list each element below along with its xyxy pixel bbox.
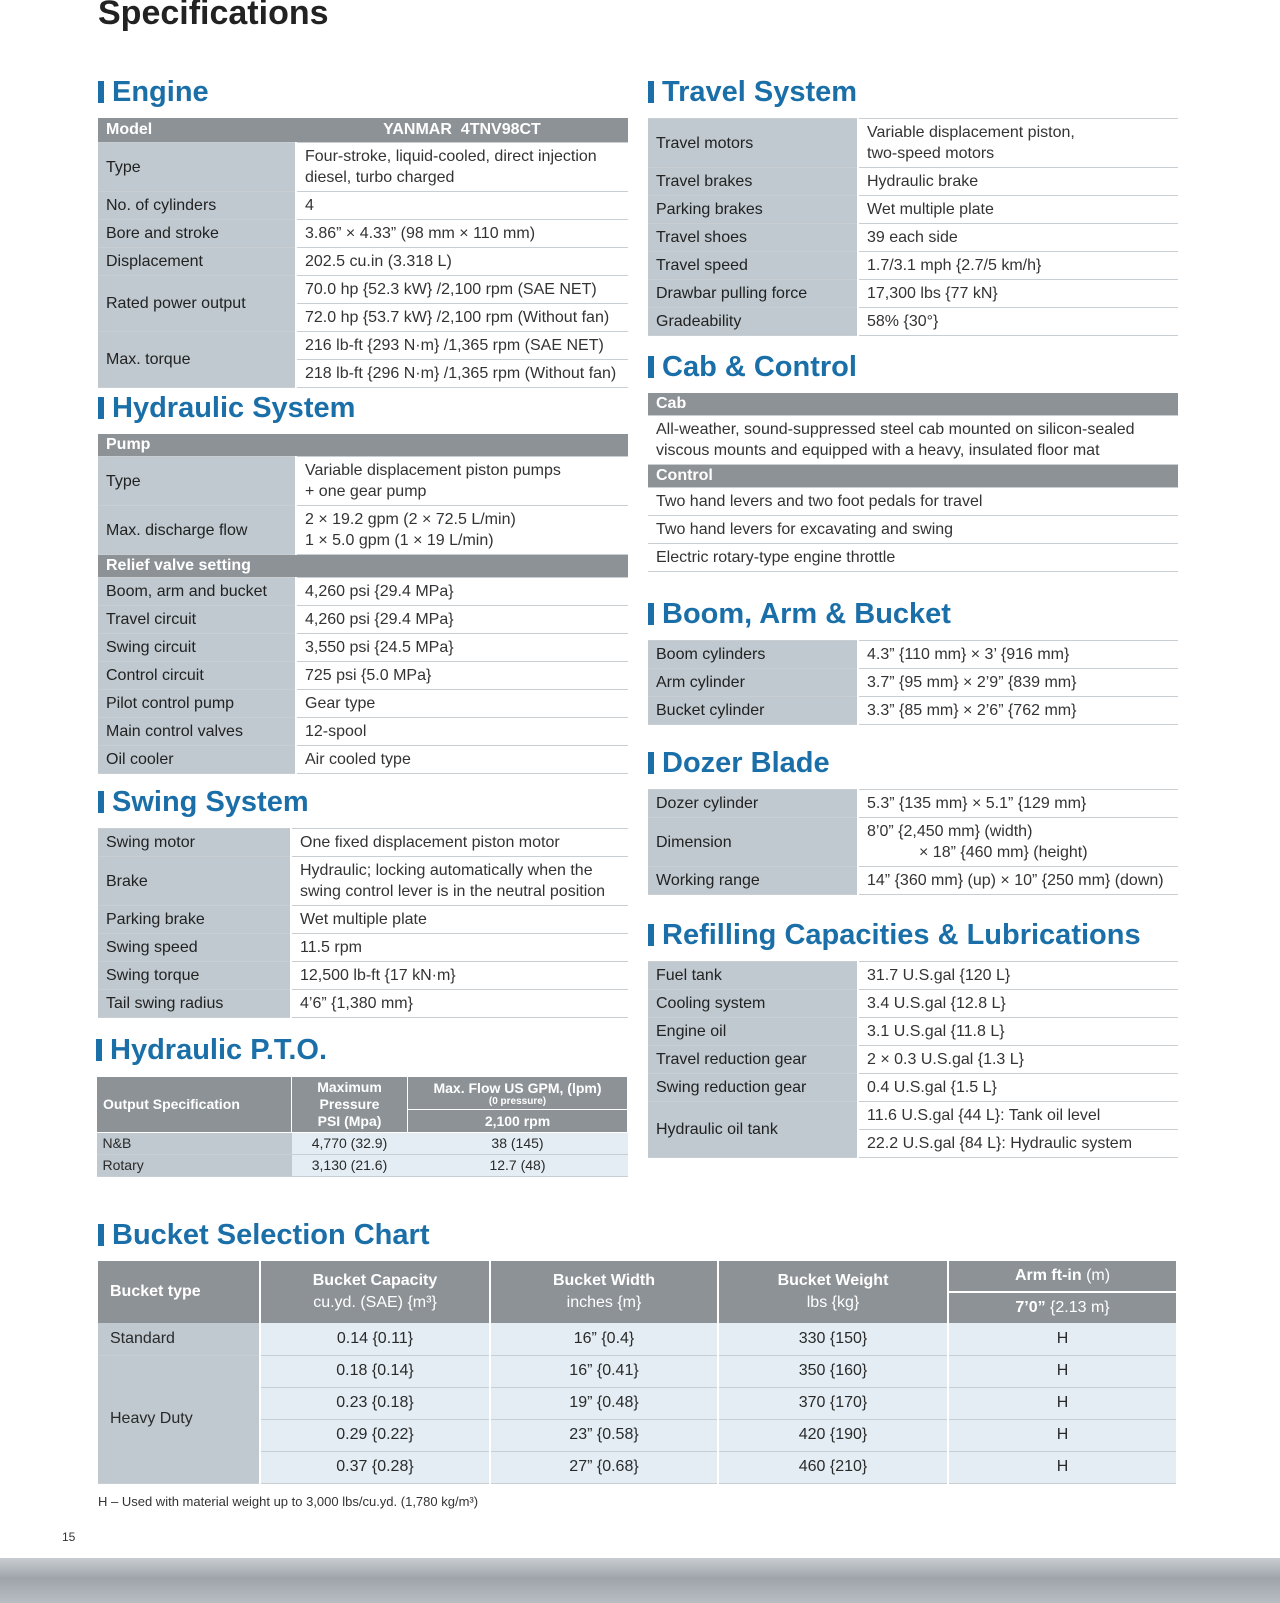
bucket-arm: H xyxy=(948,1451,1177,1483)
pto-rpm-header: 2,100 rpm xyxy=(408,1110,628,1133)
row-value: 72.0 hp {53.7 kW} /2,100 rpm (Without fan) xyxy=(296,304,628,332)
table-row xyxy=(648,168,1178,196)
travel-title: Travel System xyxy=(662,75,858,108)
table-row xyxy=(98,220,628,248)
row-label: Max. discharge flow xyxy=(98,506,296,555)
row-label: Parking brake xyxy=(98,906,291,934)
cab-table xyxy=(648,393,1178,572)
row-value: 3.3” {85 mm} × 2’6” {762 mm} xyxy=(858,697,1178,725)
row-label: Travel brakes xyxy=(648,168,858,196)
row-value: 3,550 psi {24.5 MPa} xyxy=(296,634,628,662)
row-value: 216 lb-ft {293 N·m} /1,365 rpm (SAE NET) xyxy=(296,332,628,360)
row-label: Type xyxy=(98,457,296,506)
bucket-type-header: Bucket type xyxy=(98,1261,260,1323)
heading-bar-icon xyxy=(98,1224,104,1246)
row-value: 2 × 0.3 U.S.gal {1.3 L} xyxy=(858,1046,1178,1074)
table-row xyxy=(648,1102,1178,1130)
row-value: 2 × 19.2 gpm (2 × 72.5 L/min) 1 × 5.0 gpm (1 × 19 L/min) xyxy=(296,506,628,555)
row-value: 5.3” {135 mm} × 5.1” {129 mm} xyxy=(858,790,1178,818)
cab-title: Cab & Control xyxy=(662,350,857,383)
row-label: Swing torque xyxy=(98,962,291,990)
bucket-capacity: 0.29 {0.22} xyxy=(260,1419,490,1451)
refill-title: Refilling Capacities & Lubrications xyxy=(662,918,1141,951)
pto-heading xyxy=(96,1030,628,1070)
engine-model-row xyxy=(98,118,628,143)
bucket-capacity: 0.14 {0.11} xyxy=(260,1323,490,1355)
row-label: Max. torque xyxy=(98,332,296,388)
row-label: Travel circuit xyxy=(98,606,296,634)
row-label: Swing speed xyxy=(98,934,291,962)
row-value: 17,300 lbs {77 kN} xyxy=(858,280,1178,308)
row-value: 0.4 U.S.gal {1.5 L} xyxy=(858,1074,1178,1102)
table-row xyxy=(648,818,1178,867)
row-value: 4,770 (32.9) xyxy=(292,1133,408,1155)
pto-flow-header: Max. Flow US GPM, (lpm) (0 pressure) xyxy=(408,1077,628,1110)
travel-heading xyxy=(648,72,1178,112)
table-row xyxy=(98,143,628,192)
heading-bar-icon xyxy=(98,397,104,419)
row-label: Gradeability xyxy=(648,308,858,336)
row-label: Travel motors xyxy=(648,119,858,168)
table-row xyxy=(98,606,628,634)
hydraulic-table xyxy=(98,434,628,774)
control-item: Two hand levers and two foot pedals for travel xyxy=(648,488,1178,516)
bucket-width: 27” {0.68} xyxy=(490,1451,718,1483)
row-value: 3.1 U.S.gal {11.8 L} xyxy=(858,1018,1178,1046)
row-value: 8’0” {2,450 mm} (width) × 18” {460 mm} (height) xyxy=(858,818,1178,867)
table-row xyxy=(97,1133,628,1155)
row-value: 725 psi {5.0 MPa} xyxy=(296,662,628,690)
hydraulic-heading xyxy=(98,388,628,428)
pto-pressure-header: Maximum Pressure PSI (Mpa) xyxy=(292,1077,408,1133)
heading-bar-icon xyxy=(648,81,654,103)
table-row xyxy=(98,1387,1177,1419)
control-item: Two hand levers for excavating and swing xyxy=(648,516,1178,544)
bucket-type-standard: Standard xyxy=(98,1323,260,1355)
table-row xyxy=(98,857,628,906)
model-label: Model xyxy=(98,118,296,143)
bucket-arm: H xyxy=(948,1419,1177,1451)
control-label: Control xyxy=(648,465,1178,488)
row-value: 3,130 (21.6) xyxy=(292,1155,408,1177)
row-value: 3.86” × 4.33” (98 mm × 110 mm) xyxy=(296,220,628,248)
dozer-title: Dozer Blade xyxy=(662,746,830,779)
row-label: Parking brakes xyxy=(648,196,858,224)
pump-header xyxy=(98,434,628,457)
boom-table xyxy=(648,640,1178,725)
row-label: Type xyxy=(98,143,296,192)
row-label: Drawbar pulling force xyxy=(648,280,858,308)
row-value: 11.6 U.S.gal {44 L}: Tank oil level xyxy=(858,1102,1178,1130)
row-value: 4,260 psi {29.4 MPa} xyxy=(296,578,628,606)
row-label: Swing motor xyxy=(98,829,291,857)
table-row xyxy=(648,488,1178,516)
table-row xyxy=(98,906,628,934)
row-label: Dozer cylinder xyxy=(648,790,858,818)
bucket-arm: H xyxy=(948,1323,1177,1355)
cab-section xyxy=(648,347,1178,572)
row-value: Wet multiple plate xyxy=(291,906,628,934)
bucket-weight: 370 {170} xyxy=(718,1387,948,1419)
dozer-heading xyxy=(648,743,1178,783)
row-value: Four-stroke, liquid-cooled, direct injection diesel, turbo charged xyxy=(296,143,628,192)
cab-heading xyxy=(648,347,1178,387)
refill-table xyxy=(648,961,1178,1158)
table-row xyxy=(98,746,628,774)
row-label: Arm cylinder xyxy=(648,669,858,697)
bucket-chart-section xyxy=(98,1215,1178,1484)
heading-bar-icon xyxy=(648,356,654,378)
table-row xyxy=(98,962,628,990)
row-label: Displacement xyxy=(98,248,296,276)
row-label: Working range xyxy=(648,867,858,895)
footnote: H – Used with material weight up to 3,000 lbs/cu.yd. (1,780 kg/m³) xyxy=(98,1494,479,1509)
relief-header xyxy=(98,555,628,578)
row-label: Brake xyxy=(98,857,291,906)
table-row xyxy=(648,1074,1178,1102)
table-row xyxy=(98,192,628,220)
table-row xyxy=(648,1046,1178,1074)
row-label: Swing circuit xyxy=(98,634,296,662)
row-value: 202.5 cu.in (3.318 L) xyxy=(296,248,628,276)
refill-section xyxy=(648,915,1178,1158)
table-row xyxy=(648,641,1178,669)
row-value: Hydraulic brake xyxy=(858,168,1178,196)
row-label: No. of cylinders xyxy=(98,192,296,220)
engine-heading xyxy=(98,72,628,112)
heading-bar-icon xyxy=(648,752,654,774)
table-row xyxy=(98,662,628,690)
table-row xyxy=(98,248,628,276)
dozer-section xyxy=(648,743,1178,895)
row-label: Boom, arm and bucket xyxy=(98,578,296,606)
footer-band xyxy=(0,1558,1280,1603)
row-value: 4,260 psi {29.4 MPa} xyxy=(296,606,628,634)
bucket-width: 16” {0.4} xyxy=(490,1323,718,1355)
table-row xyxy=(98,718,628,746)
row-value: 38 (145) xyxy=(408,1133,628,1155)
row-value: 58% {30°} xyxy=(858,308,1178,336)
row-value: Variable displacement piston, two-speed motors xyxy=(858,119,1178,168)
row-value: 22.2 U.S.gal {84 L}: Hydraulic system xyxy=(858,1130,1178,1158)
table-row xyxy=(648,697,1178,725)
table-row xyxy=(648,119,1178,168)
row-value: Gear type xyxy=(296,690,628,718)
table-row xyxy=(98,1419,1177,1451)
cab-header xyxy=(648,393,1178,416)
bucket-capacity: 0.23 {0.18} xyxy=(260,1387,490,1419)
boom-heading xyxy=(648,594,1178,634)
table-row xyxy=(648,544,1178,572)
row-value: 4.3” {110 mm} × 3’ {916 mm} xyxy=(858,641,1178,669)
table-row xyxy=(648,196,1178,224)
swing-table xyxy=(98,828,628,1018)
table-row xyxy=(648,990,1178,1018)
bucket-table xyxy=(98,1261,1178,1484)
row-label: Control circuit xyxy=(98,662,296,690)
row-label: Rated power output xyxy=(98,276,296,332)
heading-bar-icon xyxy=(96,1039,102,1061)
boom-title: Boom, Arm & Bucket xyxy=(662,597,951,630)
bucket-capacity: 0.37 {0.28} xyxy=(260,1451,490,1483)
row-label: Main control valves xyxy=(98,718,296,746)
bucket-type-heavy: Heavy Duty xyxy=(98,1355,260,1483)
row-label: Rotary xyxy=(97,1155,292,1177)
row-value: 70.0 hp {52.3 kW} /2,100 rpm (SAE NET) xyxy=(296,276,628,304)
row-label: Fuel tank xyxy=(648,962,858,990)
table-row xyxy=(98,1355,1177,1387)
control-item: Electric rotary-type engine throttle xyxy=(648,544,1178,572)
boom-section xyxy=(648,594,1178,725)
table-row xyxy=(648,280,1178,308)
heading-bar-icon xyxy=(648,924,654,946)
table-row xyxy=(648,669,1178,697)
page-number: 15 xyxy=(62,1530,76,1544)
bucket-capacity-header: Bucket Capacity cu.yd. (SAE) {m³} xyxy=(260,1261,490,1323)
pto-table xyxy=(96,1076,628,1177)
row-label: Tail swing radius xyxy=(98,990,291,1018)
row-label: Dimension xyxy=(648,818,858,867)
bucket-weight-header: Bucket Weight lbs {kg} xyxy=(718,1261,948,1323)
row-label: Travel shoes xyxy=(648,224,858,252)
row-value: Air cooled type xyxy=(296,746,628,774)
table-row xyxy=(648,416,1178,465)
table-row xyxy=(98,990,628,1018)
arm-value-header: 7’0” {2.13 m} xyxy=(948,1292,1177,1323)
row-label: Pilot control pump xyxy=(98,690,296,718)
bucket-header-row xyxy=(98,1261,1177,1292)
hydraulic-section xyxy=(98,388,628,774)
bucket-width: 19” {0.48} xyxy=(490,1387,718,1419)
dozer-table xyxy=(648,789,1178,895)
pto-header-row xyxy=(97,1077,628,1110)
table-row xyxy=(98,332,628,360)
pto-title: Hydraulic P.T.O. xyxy=(110,1033,328,1066)
row-value: 31.7 U.S.gal {120 L} xyxy=(858,962,1178,990)
row-label: Bore and stroke xyxy=(98,220,296,248)
row-value: 3.7” {95 mm} × 2’9” {839 mm} xyxy=(858,669,1178,697)
table-row xyxy=(98,1323,1177,1355)
table-row xyxy=(648,1018,1178,1046)
pump-label: Pump xyxy=(98,434,628,457)
row-value: 12-spool xyxy=(296,718,628,746)
bucket-capacity: 0.18 {0.14} xyxy=(260,1355,490,1387)
row-value: Variable displacement piston pumps + one gear pump xyxy=(296,457,628,506)
relief-label: Relief valve setting xyxy=(98,555,628,578)
pto-output-header: Output Specification xyxy=(97,1077,292,1133)
travel-section xyxy=(648,72,1178,336)
bucket-width: 16” {0.41} xyxy=(490,1355,718,1387)
row-value: 218 lb-ft {296 N·m} /1,365 rpm (Without fan) xyxy=(296,360,628,388)
table-row xyxy=(648,224,1178,252)
bucket-chart-title: Bucket Selection Chart xyxy=(112,1218,430,1251)
row-value: One fixed displacement piston motor xyxy=(291,829,628,857)
page-title: Specifications xyxy=(98,0,329,32)
bucket-arm: H xyxy=(948,1355,1177,1387)
heading-bar-icon xyxy=(98,791,104,813)
row-value: 14” {360 mm} (up) × 10” {250 mm} (down) xyxy=(858,867,1178,895)
table-row xyxy=(648,308,1178,336)
table-row xyxy=(98,578,628,606)
row-label: Travel speed xyxy=(648,252,858,280)
swing-title: Swing System xyxy=(112,785,309,818)
arm-header: Arm ft-in (m) xyxy=(948,1261,1177,1292)
pto-section xyxy=(96,1030,628,1177)
row-value: 4’6” {1,380 mm} xyxy=(291,990,628,1018)
row-value: 12.7 (48) xyxy=(408,1155,628,1177)
control-header xyxy=(648,465,1178,488)
bucket-weight: 420 {190} xyxy=(718,1419,948,1451)
table-row xyxy=(648,516,1178,544)
heading-bar-icon xyxy=(648,603,654,625)
row-value: 3.4 U.S.gal {12.8 L} xyxy=(858,990,1178,1018)
bucket-arm: H xyxy=(948,1387,1177,1419)
table-row xyxy=(648,867,1178,895)
table-row xyxy=(97,1155,628,1177)
cab-text: All-weather, sound-suppressed steel cab mounted on silicon-sealed viscous mounts and equipped with a heavy, insulated floor mat xyxy=(648,416,1178,465)
row-value: 11.5 rpm xyxy=(291,934,628,962)
engine-title: Engine xyxy=(112,75,209,108)
table-row xyxy=(648,790,1178,818)
row-value: 4 xyxy=(296,192,628,220)
table-row xyxy=(98,276,628,304)
bucket-chart-heading xyxy=(98,1215,1178,1255)
swing-section xyxy=(98,782,628,1018)
row-value: 39 each side xyxy=(858,224,1178,252)
engine-section xyxy=(98,72,628,388)
refill-heading xyxy=(648,915,1178,955)
bucket-width: 23” {0.58} xyxy=(490,1419,718,1451)
table-row xyxy=(98,934,628,962)
row-value: Hydraulic; locking automatically when the swing control lever is in the neutral position xyxy=(291,857,628,906)
bucket-width-header: Bucket Width inches {m} xyxy=(490,1261,718,1323)
row-value: Wet multiple plate xyxy=(858,196,1178,224)
row-value: 1.7/3.1 mph {2.7/5 km/h} xyxy=(858,252,1178,280)
row-value: 12,500 lb-ft {17 kN·m} xyxy=(291,962,628,990)
bucket-weight: 330 {150} xyxy=(718,1323,948,1355)
table-row xyxy=(98,634,628,662)
table-row xyxy=(98,690,628,718)
model-value: YANMAR 4TNV98CT xyxy=(296,118,628,143)
row-label: Swing reduction gear xyxy=(648,1074,858,1102)
row-label: N&B xyxy=(97,1133,292,1155)
travel-table xyxy=(648,118,1178,336)
bucket-weight: 460 {210} xyxy=(718,1451,948,1483)
engine-table xyxy=(98,118,628,388)
table-row xyxy=(648,252,1178,280)
row-label: Cooling system xyxy=(648,990,858,1018)
row-label: Engine oil xyxy=(648,1018,858,1046)
row-label: Hydraulic oil tank xyxy=(648,1102,858,1158)
table-row xyxy=(98,1451,1177,1483)
row-label: Boom cylinders xyxy=(648,641,858,669)
row-label: Travel reduction gear xyxy=(648,1046,858,1074)
cab-label: Cab xyxy=(648,393,1178,416)
hydraulic-title: Hydraulic System xyxy=(112,391,356,424)
swing-heading xyxy=(98,782,628,822)
table-row xyxy=(98,457,628,506)
heading-bar-icon xyxy=(98,81,104,103)
table-row xyxy=(98,506,628,555)
bucket-weight: 350 {160} xyxy=(718,1355,948,1387)
row-label: Oil cooler xyxy=(98,746,296,774)
table-row xyxy=(98,829,628,857)
table-row xyxy=(648,962,1178,990)
row-label: Bucket cylinder xyxy=(648,697,858,725)
